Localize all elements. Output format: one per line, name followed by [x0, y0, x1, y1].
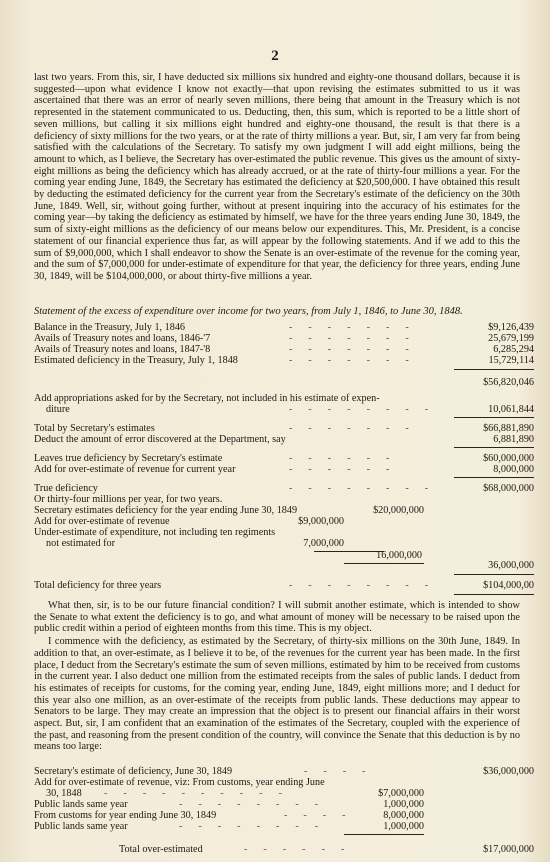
ledger-row: Secretary's estimate of deficiency, June 30, 1849 ---- $36,000,000 — [34, 766, 534, 777]
ledger-amount: $66,881,890 — [483, 423, 534, 434]
ledger-label: Secretary's estimate of deficiency, June 30, 1849 — [34, 766, 233, 777]
ledger-label: Or thirty-four millions per year, for two years. — [34, 494, 223, 505]
ledger-row: Total by Secretary's estimates ------- $66,881,890 — [34, 423, 534, 434]
ledger-amount: 1,000,000 — [383, 799, 424, 810]
ledger-label: Add for over-estimate of revenue, viz: From customs, year ending June — [34, 777, 325, 788]
sum-rule — [454, 369, 534, 370]
ledger-amount: $104,000,00 — [483, 580, 534, 591]
ledger-amount: 10,061,844 — [488, 404, 534, 415]
ledger-amount: $36,000,000 — [483, 766, 534, 777]
ledger-row: Estimated deficiency in the Treasury, July 1, 1848 ------- 15,729,114 — [34, 355, 534, 366]
text-block-top — [34, 72, 520, 283]
ledger-row: Balance in the Treasury, July 1, 1846 ------- $9,126,439 — [34, 322, 534, 333]
ledger-row — [34, 377, 534, 389]
ledger-row — [34, 538, 534, 550]
ledger-label: Add appropriations asked for by the Secretary, not included in his estimate of expen- — [34, 393, 380, 404]
ledger-label: Leaves true deficiency by Secretary's estimate — [34, 453, 223, 464]
ledger-label: Avails of Treasury notes and loans, 1847-'8 — [34, 344, 211, 355]
ledger-row: True deficiency -------- $68,000,000 — [34, 483, 534, 494]
ledger-row: From customs for year ending June 30, 1849 ---- 8,000,000 — [34, 810, 424, 821]
ledger-amount: 36,000,000 — [488, 560, 534, 571]
ledger-label: Secretary estimates deficiency for the year ending June 30, 1849 — [34, 505, 298, 516]
ledger-label: Avails of Treasury notes and loans, 1846-'7 — [34, 333, 211, 344]
ledger-label: Add for over-estimate of revenue for current year — [34, 464, 236, 475]
ledger-amount: 8,000,000 — [493, 464, 534, 475]
ledger-row: Public lands same year -------- 1,000,000 — [34, 799, 424, 810]
sum-rule — [454, 574, 534, 575]
ledger-label: From customs for year ending June 30, 1849 — [34, 810, 217, 821]
ledger-label: Add for over-estimate of revenue — [34, 516, 170, 527]
paragraph-3: I commence with the deficiency, as estimated by the Secretary, of thirty-six millions on the 30th June, 1849. In addition to that, an over-estimate, as I believe it to be, of the revenues for the current year has been made. In the first place, I deduct from the Secretary's estimate the sum of seven millions, estimated by him to be received from customs in the current year. I also deduct one million from the estimated receipts from the sales of public lands. I deduct from his estimates of receipts for customs, for the coming year, ending June, 1849, eight millions more; and I deduct for this year also one million, as an over-estimate of the receipts from public lands. These deductions may appear to Senators to be large. They may create an impression that the object is to present our financial affairs in their worst aspect. But, sir, I am confident that an examination of the estimates of the Secretary, coupled with the experience of the past, and reasoning from the present condition of the country, will convince the Senate that this deduction is by no means too large: — [34, 636, 520, 753]
ledger-row: Add for over-estimate of revenue for current year ------ 8,000,000 — [34, 464, 534, 475]
ledger-row: Leaves true deficiency by Secretary's estimate ------ $60,000,000 — [34, 453, 534, 464]
sum-rule — [344, 834, 424, 835]
sum-rule — [454, 447, 534, 448]
ledger-row: Avails of Treasury notes and loans, 1846-'7 ------- 25,679,199 — [34, 333, 534, 344]
ledger-label: Total deficiency for three years — [34, 580, 162, 591]
ledger-label: not estimated for — [46, 538, 116, 549]
paragraph-2: What then, sir, is to be our future financial condition? I will submit another estimate, which is intended to show the Senate to what extent the deficiency is to go, and what amount of money will be necessary to be raised upon the public credit within a period of eighteen months from this time. This is my object. — [34, 600, 520, 635]
ledger-row: Total deficiency for three years -------- $104,000,00 — [34, 580, 534, 591]
ledger-amount: $20,000,000 — [373, 505, 424, 516]
ledger-row — [34, 560, 534, 572]
ledger-amount: $9,000,000 — [298, 516, 344, 527]
ledger-amount: 7,000,000 — [303, 538, 344, 549]
ledger-amount: $7,000,000 — [378, 788, 424, 799]
ledger-label: 30, 1848 — [46, 788, 82, 799]
ledger-row: Avails of Treasury notes and loans, 1847-'8 ------- 6,285,294 — [34, 344, 534, 355]
ledger-label: Total over-estimated — [119, 844, 203, 855]
ledger-row: 30, 1848 ---------- $7,000,000 — [46, 788, 424, 799]
ledger-amount: 1,000,000 — [383, 821, 424, 832]
ledger-label: Public lands same year — [34, 821, 128, 832]
paragraph-1: last two years. From this, sir, I have deducted six millions six hundred and eighty-one thousand dollars, because it is suggested—upon what evidence I know not exactly—that upon revising the estimates submitted to us it was ascertained that there was an error of nearly seven millions, there being that amount in the Treasury which is not represented in the statement communicated to us. Deducting, then, this sum, which is reported to be a little short of seven millions, but calling it six millions eight hundred and eighty-one thousand, the result is that there is a deficiency of sixty millions for the two years, or at the rate of thirty millions a year. But, sir, I am very far from being satisfied with the calculations of the Secretary. To satisfy my own judgment I will add eight millions, being the amount to which, as I believe, the Secretary has over-estimated the public revenue. This gives us the amount of sixty-eight millions as being the deficiency which has already accrued, or at the rate of thirty-four millions a year. For the coming year ending June, 1849, the Secretary has estimated the deficiency at $20,500,000. I have obtained this result by deducting the estimated deficiency for the current year from the Secretary's estimate of the deficiency on the 30th June, 1849. Well, sir, without going further, without at present inquiring into the accuracy of his estimates for the coming year—by taking the deficiency as estimated by himself, we have for the three years ending June 30, 1849, the sum of sixty-eight millions as the deficiency of our means below our expenditures. This, Mr. President, is a concise statement of our financial experience thus far, as will appear by the following statements. And if we add to this the sum of $9,000,000, which I shall endeavor to show the Senate is an over-estimate of the revenue for the coming year, and the sum of $7,000,000 for under-estimate of expenditure for that year, the deficiency for three years, ending June 30, 1849, will be $104,000,000, or about thirty-five millions a year. — [34, 72, 520, 282]
ledger-amount: 6,285,294 — [493, 344, 534, 355]
ledger-label: Deduct the amount of error discovered at the Department, say — [34, 434, 286, 445]
ledger-amount: 15,729,114 — [488, 355, 534, 366]
sum-rule — [454, 417, 534, 418]
ledger-amount: 8,000,000 — [383, 810, 424, 821]
ledger-label: True deficiency — [34, 483, 98, 494]
ledger-label: Public lands same year — [34, 799, 128, 810]
page-number: 2 — [271, 48, 279, 64]
ledger-label: Under-estimate of expenditure, not including ten regiments — [34, 527, 276, 538]
ledger-label: Estimated deficiency in the Treasury, July 1, 1848 — [34, 355, 238, 366]
ledger-row: Total over-estimated ------ $17,000,000 — [119, 844, 534, 855]
ledger-amount: $60,000,000 — [483, 453, 534, 464]
ledger-amount: 16,000,000 — [376, 550, 422, 561]
ledger-amount: $56,820,046 — [483, 377, 534, 388]
ledger-row: diture -------- 10,061,844 — [46, 404, 534, 415]
ledger-amount: $68,000,000 — [483, 483, 534, 494]
ledger-label: Total by Secretary's estimates — [34, 423, 155, 434]
statement-title: Statement of the excess of expenditure over income for two years, from July 1, 1846, to June 30, 1848. — [34, 306, 463, 317]
sum-rule — [454, 594, 534, 595]
ledger-amount: 25,679,199 — [488, 333, 534, 344]
ledger-row — [34, 434, 534, 446]
ledger-label: diture — [46, 404, 70, 415]
ledger-amount: 6,881,890 — [493, 434, 534, 445]
text-block-middle — [34, 600, 520, 753]
ledger-row: Public lands same year -------- 1,000,000 — [34, 821, 424, 832]
ledger-label: Balance in the Treasury, July 1, 1846 — [34, 322, 186, 333]
ledger-amount: $17,000,000 — [483, 844, 534, 855]
sum-rule — [454, 477, 534, 478]
ledger-amount: $9,126,439 — [488, 322, 534, 333]
